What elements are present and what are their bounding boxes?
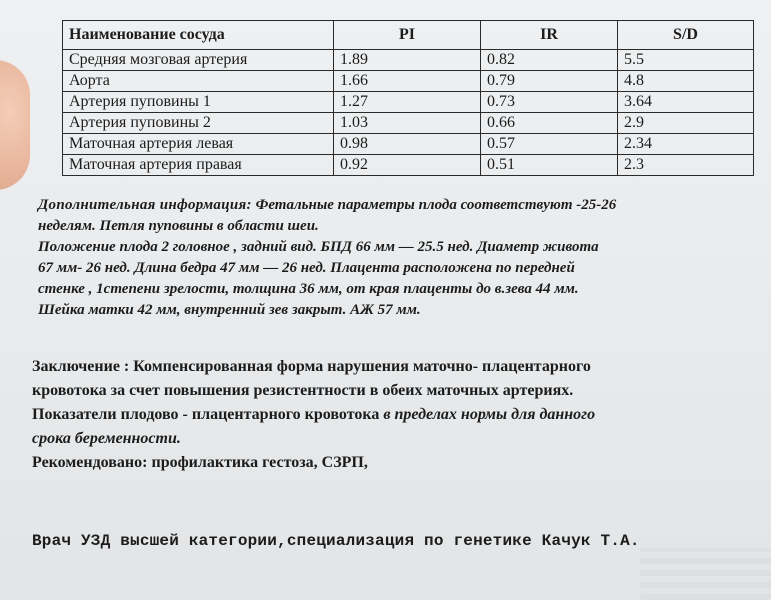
sd-value: 3.64 xyxy=(618,92,754,113)
table-row xyxy=(63,134,754,155)
pi-value: 1.27 xyxy=(334,92,481,113)
vessel-name: Маточная артерия правая xyxy=(63,155,334,176)
additional-info xyxy=(38,195,758,321)
info-line: стенке , 1степени зрелости, толщина 36 мм, от края плаценты до в.зева 44 мм. xyxy=(38,281,579,297)
ir-value: 0.79 xyxy=(481,71,618,92)
table-row xyxy=(63,50,754,71)
vessel-name: Средняя мозговая артерия xyxy=(63,50,334,71)
conclusion-line: кровотока за счет повышения резистентности в обеих маточных артериях. xyxy=(32,382,574,399)
pi-value: 1.66 xyxy=(334,71,481,92)
sd-value: 2.3 xyxy=(618,155,754,176)
table-header-row xyxy=(63,21,754,50)
faded-stamp xyxy=(640,548,771,600)
doppler-table xyxy=(62,20,754,176)
vessel-name: Артерия пуповины 1 xyxy=(63,92,334,113)
ir-value: 0.51 xyxy=(481,155,618,176)
table-row xyxy=(63,113,754,134)
doctor-signature-line: Врач УЗД высшей категории,специализация по генетике Качук Т.А. xyxy=(32,532,640,550)
info-text: Фетальные параметры плода соответствуют -25-26 xyxy=(255,197,617,213)
finger xyxy=(0,60,30,190)
info-line: 67 мм- 26 нед. Длина бедра 47 мм — 26 нед. Плацента расположена по передней xyxy=(38,260,575,276)
pi-value: 0.92 xyxy=(334,155,481,176)
header-vessel-name: Наименование сосуда xyxy=(63,21,334,50)
vessel-name: Артерия пуповины 2 xyxy=(63,113,334,134)
info-line: Положение плода 2 головное , задний вид. БПД 66 мм — 25.5 нед. Диаметр живота xyxy=(38,239,599,255)
info-line: неделям. Петля пуповины в области шеи. xyxy=(38,218,319,234)
table-row xyxy=(63,155,754,176)
pi-value: 1.89 xyxy=(334,50,481,71)
pi-value: 0.98 xyxy=(334,134,481,155)
conclusion-text: Показатели плодово - плацентарного кровотока xyxy=(32,406,380,423)
conclusion-line: срока беременности. xyxy=(32,430,181,447)
header-ir: IR xyxy=(481,21,618,50)
header-pi: PI xyxy=(334,21,481,50)
table-row xyxy=(63,71,754,92)
info-line: Шейка матки 42 мм, внутренний зев закрыт. АЖ 57 мм. xyxy=(38,302,421,318)
ir-value: 0.57 xyxy=(481,134,618,155)
table-row xyxy=(63,92,754,113)
header-sd: S/D xyxy=(618,21,754,50)
sd-value: 2.34 xyxy=(618,134,754,155)
info-label: Дополнительная информация: xyxy=(38,197,252,213)
ir-value: 0.66 xyxy=(481,113,618,134)
vessel-name: Аорта xyxy=(63,71,334,92)
vessel-name: Маточная артерия левая xyxy=(63,134,334,155)
conclusion-line: Заключение : Компенсированная форма нарушения маточно- плацентарного xyxy=(32,358,591,375)
info-line xyxy=(38,195,758,216)
ir-value: 0.82 xyxy=(481,50,618,71)
conclusion-line xyxy=(32,403,752,427)
conclusion-italic-text: в пределах нормы для данного xyxy=(383,406,596,423)
ir-value: 0.73 xyxy=(481,92,618,113)
sd-value: 5.5 xyxy=(618,50,754,71)
sd-value: 4.8 xyxy=(618,71,754,92)
sd-value: 2.9 xyxy=(618,113,754,134)
conclusion xyxy=(32,355,752,475)
pi-value: 1.03 xyxy=(334,113,481,134)
recommendation: Рекомендовано: профилактика гестоза, СЗРП, xyxy=(32,454,368,471)
